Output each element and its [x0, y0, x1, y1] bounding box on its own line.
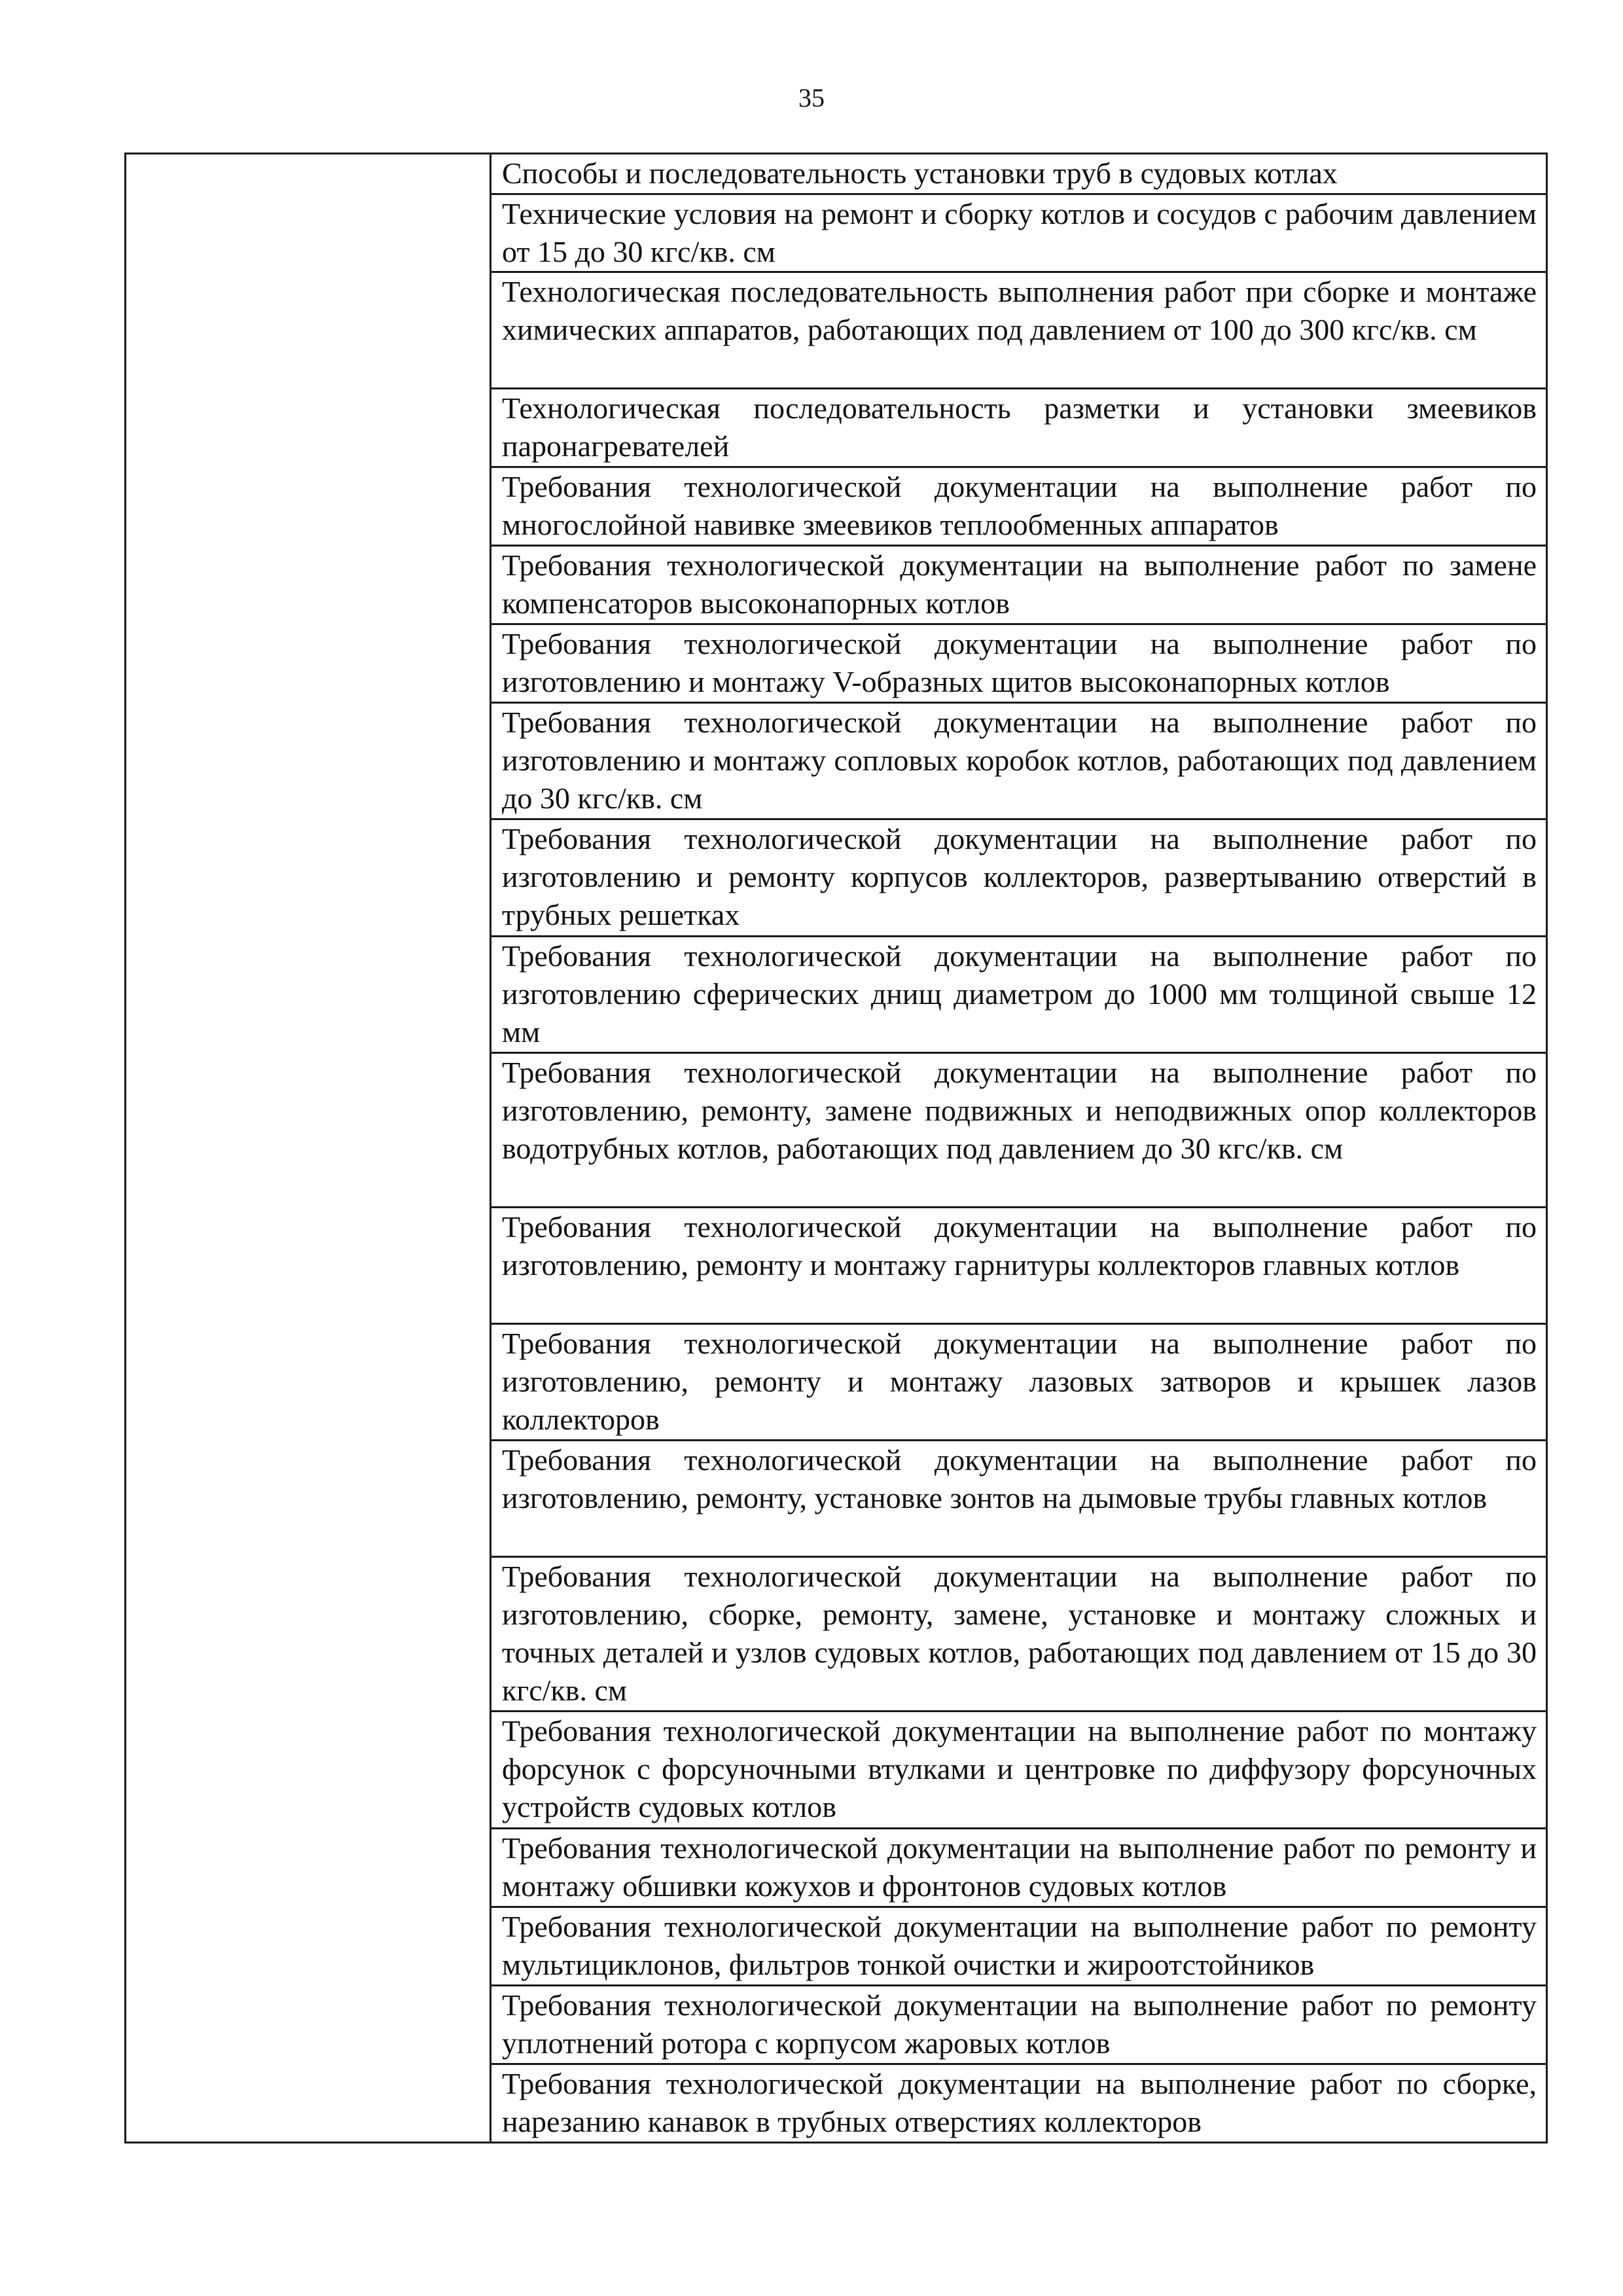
requirement-cell — [491, 936, 1547, 1052]
requirement-text: Требования технологической документации на выполнение работ по ремонту мультициклонов, фильтров тонкой очистки и жироотстойников — [502, 1909, 1537, 1981]
requirement-text: Способы и последовательность установки труб в судовых котлах — [502, 156, 1338, 190]
requirement-cell — [491, 2064, 1547, 2142]
requirement-cell — [491, 388, 1547, 467]
requirement-cell — [491, 1556, 1547, 1712]
requirement-cell — [491, 1985, 1547, 2064]
requirement-text: Требования технологической документации на выполнение работ по изготовлению, ремонту и монтажу лазовых затворов и крышек лазов коллекторов — [502, 1326, 1537, 1436]
requirement-cell — [491, 1907, 1547, 1985]
requirement-cell — [491, 272, 1547, 388]
requirement-cell — [491, 1828, 1547, 1907]
requirement-text: Требования технологической документации на выполнение работ по замене компенсаторов высоконапорных котлов — [502, 548, 1537, 620]
requirement-text: Технологическая последовательность выполнения работ при сборке и монтаже химических аппаратов, работающих под давлением от 100 до 300 кгс/кв. см — [502, 275, 1537, 347]
empty-left-cell — [126, 154, 491, 2143]
requirement-text: Требования технологической документации на выполнение работ по монтажу форсунок с форсуночными втулками и центровке по диффузору форсуночных устройств судовых котлов — [502, 1714, 1537, 1824]
requirement-text: Технологическая последовательность разметки и установки змеевиков паронагревателей — [502, 391, 1537, 463]
requirement-text: Требования технологической документации на выполнение работ по изготовлению сферических днищ диаметром до 1000 мм толщиной свыше 12 мм — [502, 939, 1537, 1049]
requirement-text: Требования технологической документации на выполнение работ по сборке, нарезанию канавок в трубных отверстиях коллекторов — [502, 2066, 1537, 2138]
requirement-cell — [491, 1323, 1547, 1440]
requirement-cell — [491, 819, 1547, 936]
requirement-text: Требования технологической документации на выполнение работ по изготовлению и монтажу сопловых коробок котлов, работающих под давлением до 30 кгс/кв. см — [502, 705, 1537, 815]
requirement-text: Требования технологической документации на выполнение работ по ремонту уплотнений ротора с корпусом жаровых котлов — [502, 1988, 1537, 2060]
requirement-cell — [491, 194, 1547, 272]
requirement-text: Требования технологической документации на выполнение работ по изготовлению, ремонту, установке зонтов на дымовые трубы главных котлов — [502, 1443, 1537, 1515]
requirement-text: Требования технологической документации на выполнение работ по изготовлению, сборке, ремонту, замене, установке и монтажу сложных и точных деталей и узлов судовых котлов, работающих под давлением от 15 до 30 кгс/кв. см — [502, 1559, 1537, 1707]
requirements-table — [124, 152, 1548, 2144]
requirement-cell — [491, 545, 1547, 624]
page-number: 35 — [798, 83, 825, 113]
requirement-cell — [491, 154, 1547, 194]
requirement-cell — [491, 1208, 1547, 1323]
requirement-cell — [491, 1712, 1547, 1828]
requirement-text: Требования технологической документации на выполнение работ по многослойной навивке змеевиков теплообменных аппаратов — [502, 469, 1537, 541]
requirement-text: Требования технологической документации на выполнение работ по изготовлению, ремонту, замене подвижных и неподвижных опор коллекторов водотрубных котлов, работающих под давлением до 30 кгс/кв. см — [502, 1056, 1537, 1166]
requirements-table-body — [126, 154, 1547, 2143]
requirement-cell — [491, 1441, 1547, 1556]
requirement-text: Технические условия на ремонт и сборку котлов и сосудов с рабочим давлением от 15 до 30 кгс/кв. см — [502, 196, 1537, 268]
requirement-text: Требования технологической документации на выполнение работ по ремонту и монтажу обшивки кожухов и фронтонов судовых котлов — [502, 1831, 1537, 1903]
table-row — [126, 154, 1547, 194]
requirement-cell — [491, 624, 1547, 702]
requirement-cell — [491, 1053, 1547, 1208]
requirement-cell — [491, 467, 1547, 545]
requirement-cell — [491, 702, 1547, 819]
requirement-text: Требования технологической документации на выполнение работ по изготовлению и ремонту корпусов коллекторов, развертыванию отверстий в трубных решетках — [502, 822, 1537, 932]
requirement-text: Требования технологической документации на выполнение работ по изготовлению и монтажу V-образных щитов высоконапорных котлов — [502, 626, 1537, 698]
requirement-text: Требования технологической документации на выполнение работ по изготовлению, ремонту и монтажу гарнитуры коллекторов главных котлов — [502, 1210, 1537, 1282]
